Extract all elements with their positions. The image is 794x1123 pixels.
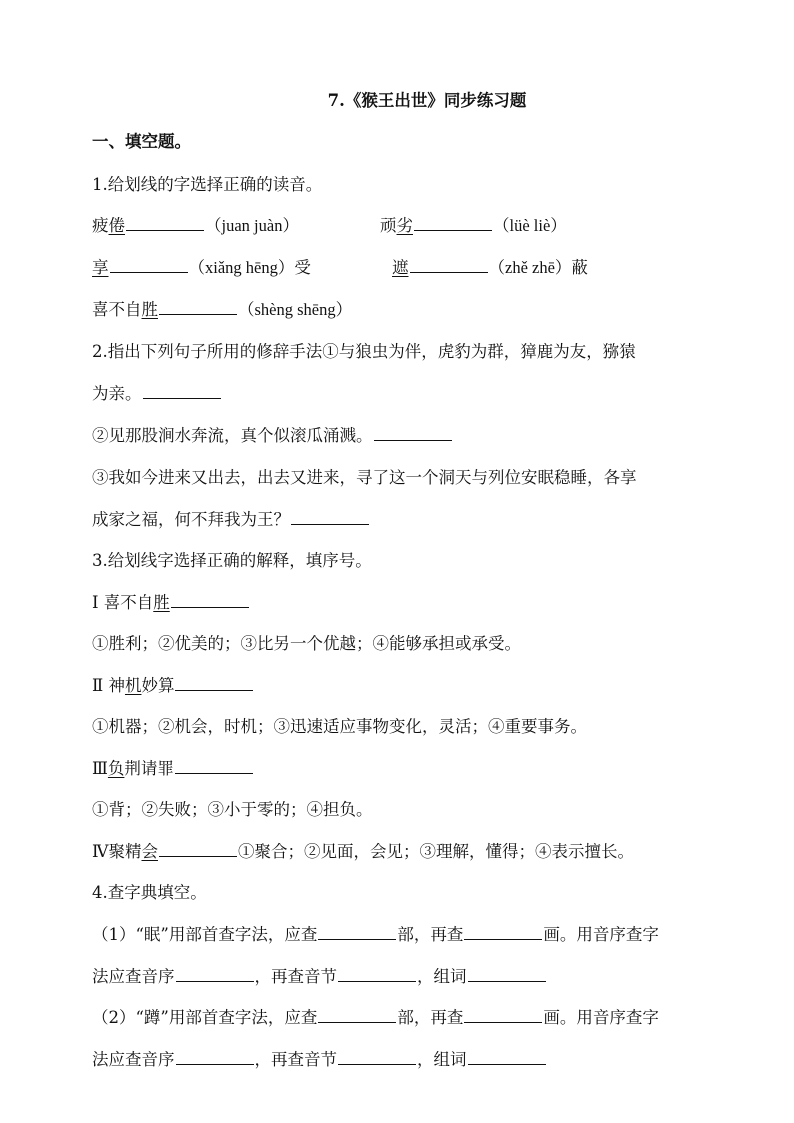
q1-row1-b	[380, 212, 567, 236]
q3-options-i: ①胜利；②优美的；③比另一个优越；④能够承担或承受。	[92, 634, 521, 653]
q1-word-text: 顽	[380, 216, 397, 235]
q2-item3: ③我如今进来又出去，出去又进来，寻了这一个洞天与列位安眠稳睡，各享	[92, 468, 637, 487]
pinyin-options: （zhě zhē）蔽	[488, 258, 588, 277]
q4-text: 画。用音序查字	[543, 1008, 659, 1027]
q3-text: 荆请罪	[124, 759, 174, 778]
answer-blank[interactable]	[159, 842, 237, 857]
q1-row3	[92, 296, 352, 320]
q4-text: 画。用音序查字	[543, 925, 659, 944]
q4-text: ，再查音节	[254, 967, 337, 986]
pinyin-options: （xiǎng hēng）受	[188, 258, 311, 277]
q3-options-ii: ①机器；②机会，时机；③迅速适应事物变化，灵活；④重要事务。	[92, 717, 587, 736]
q2-prompt: 2.指出下列句子所用的修辞手法①与狼虫为伴，虎豹为群，獐鹿为友，猕猿	[92, 342, 636, 361]
answer-blank[interactable]	[171, 593, 249, 608]
answer-blank[interactable]	[175, 759, 253, 774]
answer-blank[interactable]	[143, 384, 221, 399]
answer-blank[interactable]	[318, 1008, 396, 1023]
q4-part2-line2	[92, 1046, 547, 1070]
answer-blank[interactable]	[468, 1050, 546, 1065]
pinyin-options: （shèng shēng）	[238, 300, 353, 319]
q3-prompt: 3.给划线字选择正确的解释，填序号。	[92, 551, 372, 570]
q1-underlined-char: 倦	[108, 216, 125, 235]
q3-text: Ⅰ 喜不自	[92, 593, 154, 612]
q4-text: ，组词	[417, 967, 467, 986]
q3-underlined-char: 会	[141, 842, 158, 861]
page-title: 7.《猴王出世》同步练习题	[327, 91, 527, 110]
answer-blank[interactable]	[176, 1050, 254, 1065]
answer-blank[interactable]	[464, 925, 542, 940]
answer-blank[interactable]	[338, 967, 416, 982]
q4-text: 法应查音序	[92, 967, 175, 986]
q3-underlined-char: 负	[107, 759, 125, 778]
q2-item2	[92, 422, 453, 446]
q4-text: （2）“蹲”用部首查字法，应查	[92, 1008, 318, 1027]
q4-text: ，组词	[417, 1050, 467, 1069]
answer-blank[interactable]	[338, 1050, 416, 1065]
q4-part1-line2	[92, 963, 547, 987]
q2-text: 为亲。	[92, 384, 142, 403]
q3-underlined-char: 机	[124, 676, 142, 695]
answer-blank[interactable]	[110, 258, 188, 273]
q1-underlined-char: 遮	[392, 258, 409, 277]
q3-item-iii	[92, 755, 254, 779]
q4-prompt: 4.查字典填空。	[92, 883, 207, 902]
q1-underlined-char: 胜	[141, 300, 158, 319]
q2-item3-cont	[92, 506, 370, 530]
answer-blank[interactable]	[126, 216, 204, 231]
q1-underlined-char: 劣	[396, 216, 413, 235]
q2-item1-cont	[92, 380, 222, 404]
q4-text: 部，再查	[397, 1008, 464, 1027]
q1-underlined-char: 享	[92, 258, 109, 277]
q3-underlined-char: 胜	[153, 593, 170, 612]
answer-blank[interactable]	[175, 676, 253, 691]
answer-blank[interactable]	[464, 1008, 542, 1023]
q4-part1-line1	[92, 921, 659, 945]
q2-text: ②见那股涧水奔流，真个似滚瓜涌溅。	[92, 426, 373, 445]
q3-options-iv: ①聚合；②见面，会见；③理解，懂得；④表示擅长。	[237, 842, 634, 861]
q1-row2-a	[92, 254, 311, 278]
q3-item-iv	[92, 838, 634, 862]
q3-text: 妙算	[141, 676, 175, 695]
q4-text: ，再查音节	[254, 1050, 337, 1069]
answer-blank[interactable]	[414, 216, 492, 231]
answer-blank[interactable]	[374, 426, 452, 441]
answer-blank[interactable]	[410, 258, 488, 273]
pinyin-options: （juan juàn）	[205, 216, 299, 235]
q4-part2-line1	[92, 1004, 659, 1028]
q3-text: Ⅲ	[92, 759, 108, 778]
answer-blank[interactable]	[318, 925, 396, 940]
q1-row1-a	[92, 212, 299, 236]
q1-word-text: 疲	[92, 216, 109, 235]
q4-text: （1）“眠”用部首查字法，应查	[92, 925, 318, 944]
q1-word-text: 喜不自	[92, 300, 142, 319]
pinyin-options: （lüè liè）	[493, 216, 567, 235]
answer-blank[interactable]	[291, 510, 369, 525]
q3-text: Ⅱ 神	[92, 676, 125, 695]
q1-row2-b	[392, 254, 588, 278]
q1-prompt: 1.给划线的字选择正确的读音。	[92, 175, 323, 194]
q2-text: 成家之福，何不拜我为王？	[92, 510, 290, 529]
q3-text: Ⅳ聚精	[92, 842, 142, 861]
section-heading: 一、填空题。	[92, 132, 191, 151]
q4-text: 法应查音序	[92, 1050, 175, 1069]
answer-blank[interactable]	[176, 967, 254, 982]
q3-item-ii	[92, 672, 254, 696]
answer-blank[interactable]	[468, 967, 546, 982]
q4-text: 部，再查	[397, 925, 464, 944]
q3-item-i	[92, 589, 250, 613]
q3-options-iii: ①背；②失败；③小于零的；④担负。	[92, 800, 373, 819]
answer-blank[interactable]	[159, 300, 237, 315]
